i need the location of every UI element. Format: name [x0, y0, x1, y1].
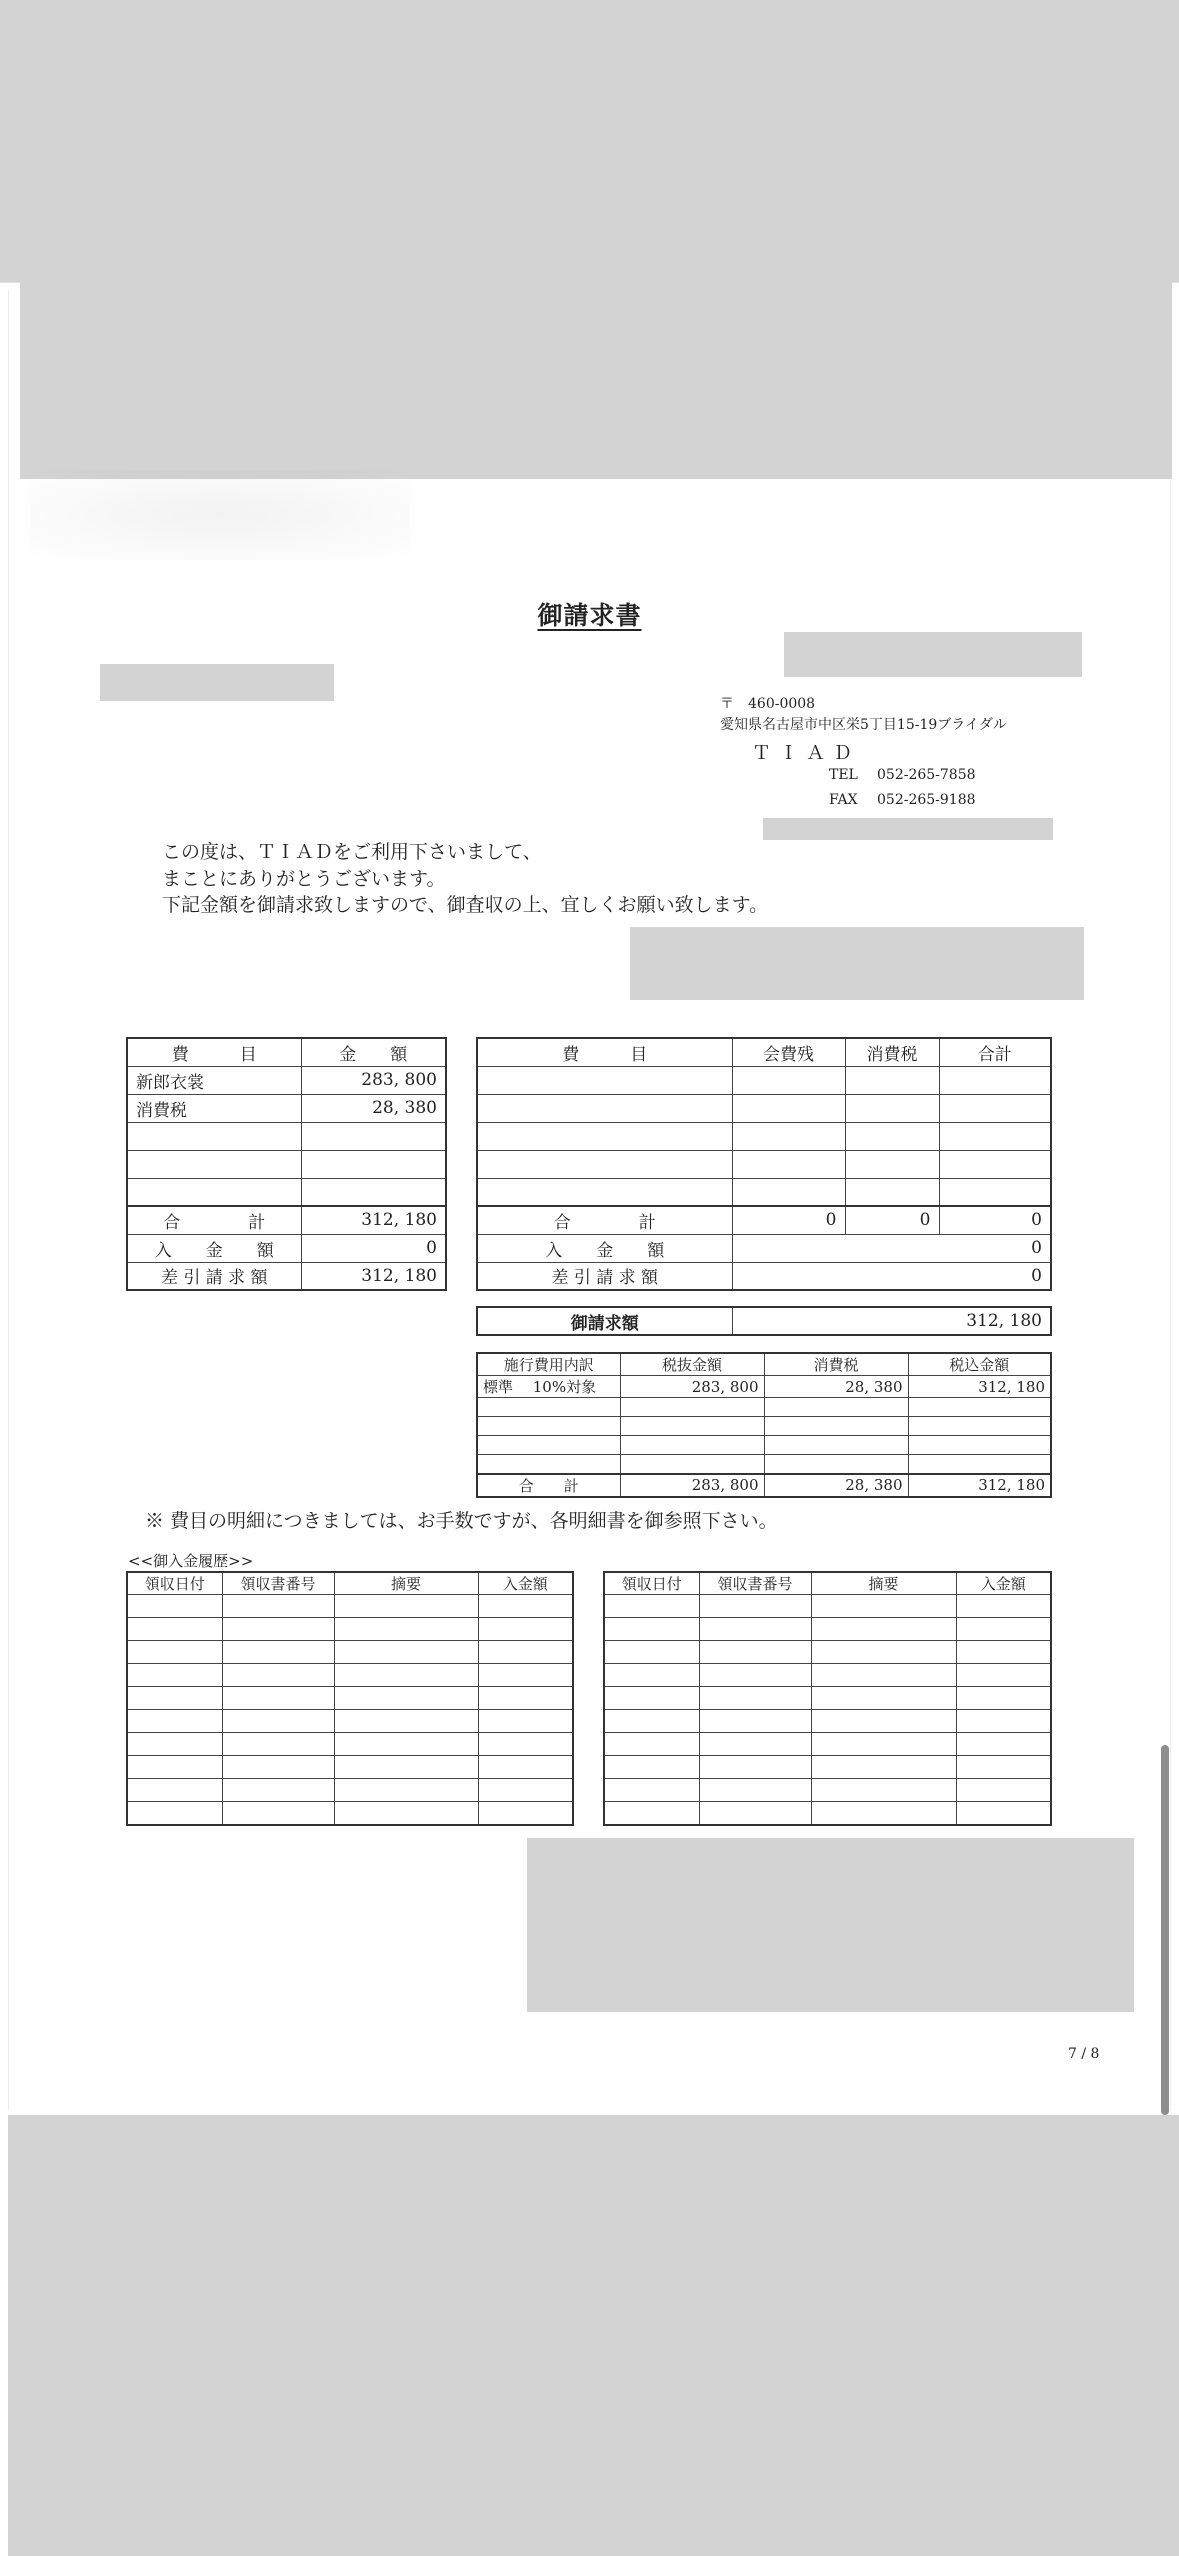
empty-cell — [699, 1595, 811, 1618]
empty-cell — [732, 1150, 845, 1178]
paid-label: 入 金 額 — [477, 1234, 732, 1262]
empty-cell — [334, 1733, 478, 1756]
empty-cell — [699, 1641, 811, 1664]
empty-cell — [477, 1094, 732, 1122]
fee-summary-table — [126, 1037, 447, 1291]
empty-cell — [478, 1687, 573, 1710]
breakdown-pre-tax: 283, 800 — [620, 1376, 764, 1398]
empty-cell — [477, 1436, 620, 1455]
redacted-bank-info — [527, 1838, 1134, 2012]
fax-number: 052-265-9188 — [877, 792, 976, 808]
empty-cell — [301, 1122, 446, 1150]
empty-cell — [334, 1641, 478, 1664]
paid-label: 入 金 額 — [127, 1234, 301, 1262]
empty-cell — [222, 1664, 334, 1687]
empty-cell — [222, 1733, 334, 1756]
balance-value: 312, 180 — [301, 1262, 446, 1290]
history-row — [127, 1756, 573, 1779]
history-row — [127, 1618, 573, 1641]
empty-cell — [301, 1150, 446, 1178]
empty-cell — [764, 1436, 908, 1455]
total-label: 合 計 — [477, 1206, 732, 1234]
empty-cell — [127, 1687, 222, 1710]
empty-cell — [604, 1756, 699, 1779]
empty-cell — [908, 1455, 1051, 1474]
empty-cell — [939, 1122, 1051, 1150]
empty-cell — [334, 1595, 478, 1618]
address: 愛知県名古屋市中区栄5丁目15-19ブライダル — [720, 717, 1007, 733]
empty-cell — [764, 1417, 908, 1436]
history-row — [127, 1733, 573, 1756]
empty-cell — [811, 1641, 956, 1664]
empty-cell — [620, 1436, 764, 1455]
empty-cell — [939, 1066, 1051, 1094]
history-row — [604, 1779, 1051, 1802]
header-fee-item: 費 目 — [127, 1038, 301, 1066]
balance-value: 0 — [732, 1262, 1051, 1290]
balance-label: 差 引 請 求 額 — [477, 1262, 732, 1290]
empty-cell — [478, 1779, 573, 1802]
empty-cell — [811, 1664, 956, 1687]
history-row — [127, 1687, 573, 1710]
tel-number: 052-265-7858 — [877, 767, 976, 783]
empty-cell — [699, 1733, 811, 1756]
history-rows-right — [604, 1595, 1051, 1825]
empty-cell — [764, 1398, 908, 1417]
paid-value: 0 — [301, 1234, 446, 1262]
empty-cell — [222, 1779, 334, 1802]
redacted-bottom-block — [8, 2115, 1179, 2556]
breakdown-total-tax: 28, 380 — [764, 1474, 908, 1497]
redacted-issue-date — [784, 632, 1082, 677]
redacted-registration — [763, 818, 1053, 840]
header-tax-included: 税込金額 — [908, 1353, 1051, 1376]
empty-cell — [604, 1779, 699, 1802]
history-row — [604, 1595, 1051, 1618]
empty-cell — [478, 1595, 573, 1618]
history-row — [127, 1641, 573, 1664]
breakdown-total-pre-tax: 283, 800 — [620, 1474, 764, 1497]
total-tax: 0 — [845, 1206, 939, 1234]
header-receipt-date: 領収日付 — [604, 1572, 699, 1595]
empty-cell — [811, 1733, 956, 1756]
empty-cell — [732, 1066, 845, 1094]
header-description: 摘要 — [811, 1572, 956, 1595]
history-row — [604, 1664, 1051, 1687]
history-row — [604, 1710, 1051, 1733]
empty-cell — [811, 1687, 956, 1710]
empty-cell — [956, 1641, 1051, 1664]
empty-cell — [604, 1802, 699, 1825]
header-description: 摘要 — [334, 1572, 478, 1595]
empty-cell — [334, 1664, 478, 1687]
company-name: ＴＩＡＤ — [752, 742, 861, 764]
empty-cell — [699, 1802, 811, 1825]
paid-value: 0 — [732, 1234, 1051, 1262]
empty-cell — [477, 1122, 732, 1150]
empty-cell — [334, 1687, 478, 1710]
empty-cell — [764, 1455, 908, 1474]
empty-cell — [620, 1417, 764, 1436]
total-membership-balance: 0 — [732, 1206, 845, 1234]
empty-cell — [127, 1178, 301, 1206]
empty-cell — [956, 1687, 1051, 1710]
history-row — [604, 1802, 1051, 1825]
fee-item: 新郎衣裳 — [127, 1066, 301, 1094]
empty-cell — [908, 1436, 1051, 1455]
breakdown-tax-included: 312, 180 — [908, 1376, 1051, 1398]
empty-cell — [699, 1618, 811, 1641]
history-row — [127, 1595, 573, 1618]
empty-cell — [604, 1733, 699, 1756]
empty-cell — [477, 1150, 732, 1178]
header-payment-amount: 入金額 — [956, 1572, 1051, 1595]
empty-cell — [127, 1756, 222, 1779]
header-receipt-date: 領収日付 — [127, 1572, 222, 1595]
greeting-line-3: 下記金額を御請求致しますので、御査収の上、宜しくお願い致します。 — [162, 894, 769, 916]
header-tax: 消費税 — [764, 1353, 908, 1376]
empty-cell — [127, 1595, 222, 1618]
history-row — [604, 1756, 1051, 1779]
empty-cell — [334, 1802, 478, 1825]
total-label: 合 計 — [127, 1206, 301, 1234]
empty-cell — [956, 1802, 1051, 1825]
empty-cell — [334, 1779, 478, 1802]
header-total: 合計 — [939, 1038, 1051, 1066]
empty-cell — [604, 1687, 699, 1710]
empty-cell — [478, 1641, 573, 1664]
history-row — [127, 1710, 573, 1733]
empty-cell — [127, 1710, 222, 1733]
history-row — [127, 1802, 573, 1825]
empty-cell — [222, 1641, 334, 1664]
empty-cell — [222, 1710, 334, 1733]
empty-cell — [956, 1710, 1051, 1733]
empty-cell — [811, 1779, 956, 1802]
empty-cell — [127, 1150, 301, 1178]
empty-cell — [127, 1122, 301, 1150]
payment-history-table-left — [126, 1571, 574, 1826]
empty-cell — [334, 1756, 478, 1779]
empty-cell — [604, 1664, 699, 1687]
greeting-line-2: まことにありがとうございます。 — [162, 868, 446, 890]
payment-history-label: <<御入金履歴>> — [128, 1552, 254, 1570]
empty-cell — [845, 1178, 939, 1206]
empty-cell — [477, 1178, 732, 1206]
header-tax: 消費税 — [845, 1038, 939, 1066]
empty-cell — [477, 1417, 620, 1436]
history-row — [604, 1618, 1051, 1641]
empty-cell — [956, 1618, 1051, 1641]
empty-cell — [477, 1066, 732, 1094]
header-payment-amount: 入金額 — [478, 1572, 573, 1595]
empty-cell — [478, 1802, 573, 1825]
header-receipt-number: 領収書番号 — [222, 1572, 334, 1595]
empty-cell — [956, 1664, 1051, 1687]
empty-cell — [811, 1595, 956, 1618]
empty-cell — [939, 1178, 1051, 1206]
empty-cell — [699, 1779, 811, 1802]
invoice-amount-label: 御請求額 — [477, 1307, 732, 1335]
empty-cell — [127, 1802, 222, 1825]
header-amount: 金 額 — [301, 1038, 446, 1066]
empty-cell — [477, 1455, 620, 1474]
empty-cell — [127, 1618, 222, 1641]
redacted-top-block — [20, 282, 1172, 479]
empty-cell — [478, 1756, 573, 1779]
empty-cell — [477, 1398, 620, 1417]
empty-cell — [908, 1398, 1051, 1417]
redacted-top-banner — [0, 0, 1179, 282]
page-title: 御請求書 — [537, 601, 642, 630]
empty-cell — [478, 1664, 573, 1687]
postal-code: 〒 460-0008 — [720, 696, 816, 712]
empty-cell — [604, 1641, 699, 1664]
header-breakdown: 施行費用内訳 — [477, 1353, 620, 1376]
redacted-seal — [630, 927, 1084, 1000]
fee-amount: 283, 800 — [301, 1066, 446, 1094]
empty-cell — [956, 1595, 1051, 1618]
empty-cell — [478, 1710, 573, 1733]
vertical-scrollbar[interactable] — [1161, 1745, 1169, 2115]
empty-cell — [222, 1618, 334, 1641]
invoice-amount-value: 312, 180 — [732, 1307, 1051, 1335]
empty-cell — [845, 1150, 939, 1178]
payment-history-table-right — [603, 1571, 1052, 1826]
empty-cell — [845, 1066, 939, 1094]
history-row — [604, 1641, 1051, 1664]
empty-cell — [699, 1756, 811, 1779]
header-membership-balance: 会費残 — [732, 1038, 845, 1066]
breakdown-total-tax-included: 312, 180 — [908, 1474, 1051, 1497]
empty-cell — [604, 1595, 699, 1618]
fax-label: FAX — [829, 792, 858, 808]
page-shadow — [30, 470, 410, 560]
empty-cell — [334, 1710, 478, 1733]
cost-breakdown-table — [476, 1352, 1052, 1498]
empty-cell — [811, 1710, 956, 1733]
empty-cell — [956, 1756, 1051, 1779]
empty-cell — [732, 1094, 845, 1122]
empty-cell — [604, 1710, 699, 1733]
empty-cell — [939, 1094, 1051, 1122]
balance-label: 差 引 請 求 額 — [127, 1262, 301, 1290]
history-rows-left — [127, 1595, 573, 1825]
breakdown-total-label: 合 計 — [477, 1474, 620, 1497]
empty-cell — [127, 1779, 222, 1802]
empty-cell — [334, 1618, 478, 1641]
redacted-recipient — [100, 664, 334, 701]
empty-cell — [811, 1802, 956, 1825]
history-row — [604, 1733, 1051, 1756]
empty-cell — [222, 1756, 334, 1779]
empty-cell — [301, 1178, 446, 1206]
header-receipt-number: 領収書番号 — [699, 1572, 811, 1595]
history-row — [604, 1687, 1051, 1710]
total-value: 312, 180 — [301, 1206, 446, 1234]
fee-amount: 28, 380 — [301, 1094, 446, 1122]
page-number: 7 / 8 — [1068, 2046, 1100, 2062]
membership-fee-table — [476, 1037, 1052, 1291]
empty-cell — [222, 1802, 334, 1825]
empty-cell — [956, 1733, 1051, 1756]
header-pre-tax: 税抜金額 — [620, 1353, 764, 1376]
empty-cell — [732, 1122, 845, 1150]
header-fee-item: 費 目 — [477, 1038, 732, 1066]
empty-cell — [604, 1618, 699, 1641]
invoice-amount-table — [476, 1306, 1052, 1336]
empty-cell — [699, 1687, 811, 1710]
empty-cell — [908, 1417, 1051, 1436]
empty-cell — [699, 1710, 811, 1733]
breakdown-category: 標準 10%対象 — [477, 1376, 620, 1398]
empty-cell — [127, 1664, 222, 1687]
empty-cell — [478, 1733, 573, 1756]
empty-cell — [811, 1618, 956, 1641]
empty-cell — [811, 1756, 956, 1779]
empty-cell — [222, 1595, 334, 1618]
greeting-line-1: この度は、ＴＩＡＤをご利用下さいまして、 — [162, 841, 542, 863]
details-note: ※ 費目の明細につきましては、お手数ですが、各明細書を御参照下さい。 — [145, 1510, 778, 1532]
empty-cell — [845, 1122, 939, 1150]
empty-cell — [939, 1150, 1051, 1178]
empty-cell — [127, 1641, 222, 1664]
history-row — [127, 1664, 573, 1687]
history-row — [127, 1779, 573, 1802]
empty-cell — [845, 1094, 939, 1122]
empty-cell — [127, 1733, 222, 1756]
empty-cell — [620, 1455, 764, 1474]
empty-cell — [478, 1618, 573, 1641]
empty-cell — [732, 1178, 845, 1206]
empty-cell — [222, 1687, 334, 1710]
empty-cell — [956, 1779, 1051, 1802]
tel-label: TEL — [829, 767, 858, 783]
empty-cell — [699, 1664, 811, 1687]
fee-item: 消費税 — [127, 1094, 301, 1122]
empty-cell — [620, 1398, 764, 1417]
total-sum: 0 — [939, 1206, 1051, 1234]
breakdown-tax: 28, 380 — [764, 1376, 908, 1398]
